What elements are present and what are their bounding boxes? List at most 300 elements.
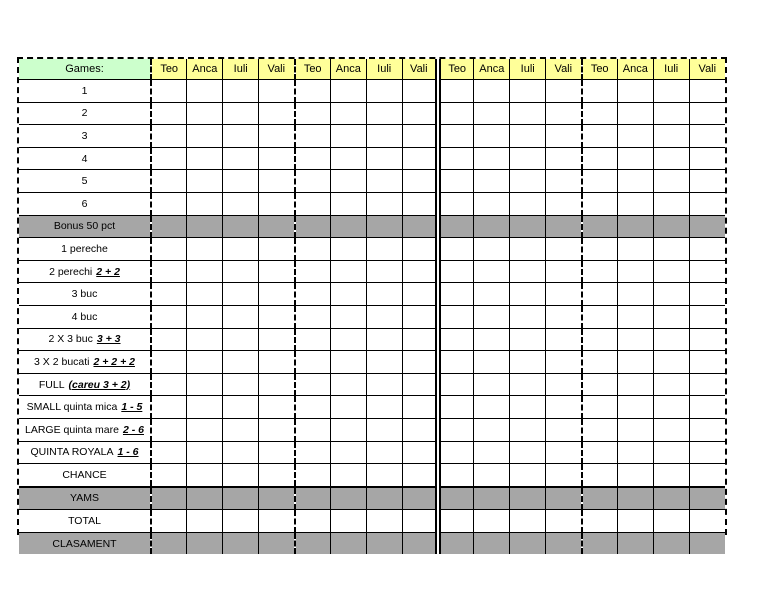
score-cell[interactable] <box>295 305 331 328</box>
score-cell[interactable] <box>295 351 331 374</box>
score-cell[interactable] <box>402 102 438 125</box>
score-cell[interactable] <box>474 147 510 170</box>
score-cell[interactable] <box>510 351 546 374</box>
score-cell[interactable] <box>510 215 546 238</box>
score-cell[interactable] <box>187 487 223 510</box>
score-cell[interactable] <box>689 464 725 487</box>
score-cell[interactable] <box>259 418 295 441</box>
score-cell[interactable] <box>474 102 510 125</box>
score-cell[interactable] <box>330 464 366 487</box>
score-cell[interactable] <box>510 80 546 103</box>
score-cell[interactable] <box>689 147 725 170</box>
score-cell[interactable] <box>151 396 187 419</box>
score-cell[interactable] <box>653 418 689 441</box>
score-cell[interactable] <box>546 238 582 261</box>
score-cell[interactable] <box>510 418 546 441</box>
score-cell[interactable] <box>689 418 725 441</box>
score-cell[interactable] <box>366 396 402 419</box>
score-cell[interactable] <box>295 532 331 554</box>
score-cell[interactable] <box>510 373 546 396</box>
score-cell[interactable] <box>366 283 402 306</box>
score-cell[interactable] <box>546 532 582 554</box>
score-cell[interactable] <box>438 192 474 215</box>
score-cell[interactable] <box>438 283 474 306</box>
score-cell[interactable] <box>151 328 187 351</box>
score-cell[interactable] <box>151 238 187 261</box>
score-cell[interactable] <box>259 170 295 193</box>
score-cell[interactable] <box>582 396 618 419</box>
score-cell[interactable] <box>187 215 223 238</box>
score-cell[interactable] <box>689 260 725 283</box>
score-cell[interactable] <box>330 147 366 170</box>
score-cell[interactable] <box>653 238 689 261</box>
score-cell[interactable] <box>366 260 402 283</box>
score-cell[interactable] <box>653 147 689 170</box>
score-cell[interactable] <box>330 487 366 510</box>
score-cell[interactable] <box>259 147 295 170</box>
score-cell[interactable] <box>187 125 223 148</box>
score-cell[interactable] <box>438 125 474 148</box>
score-cell[interactable] <box>151 305 187 328</box>
score-cell[interactable] <box>617 260 653 283</box>
score-cell[interactable] <box>151 464 187 487</box>
score-cell[interactable] <box>295 170 331 193</box>
score-cell[interactable] <box>546 510 582 533</box>
score-cell[interactable] <box>259 532 295 554</box>
score-cell[interactable] <box>402 260 438 283</box>
score-cell[interactable] <box>582 215 618 238</box>
score-cell[interactable] <box>259 305 295 328</box>
score-cell[interactable] <box>295 328 331 351</box>
score-cell[interactable] <box>438 102 474 125</box>
score-cell[interactable] <box>259 328 295 351</box>
score-cell[interactable] <box>295 260 331 283</box>
score-cell[interactable] <box>474 305 510 328</box>
score-cell[interactable] <box>653 373 689 396</box>
score-cell[interactable] <box>689 532 725 554</box>
score-cell[interactable] <box>438 305 474 328</box>
score-cell[interactable] <box>582 441 618 464</box>
score-cell[interactable] <box>653 192 689 215</box>
score-cell[interactable] <box>617 328 653 351</box>
score-cell[interactable] <box>187 170 223 193</box>
score-cell[interactable] <box>617 510 653 533</box>
score-cell[interactable] <box>330 441 366 464</box>
score-cell[interactable] <box>689 125 725 148</box>
score-cell[interactable] <box>151 487 187 510</box>
score-cell[interactable] <box>689 373 725 396</box>
score-cell[interactable] <box>330 102 366 125</box>
score-cell[interactable] <box>295 215 331 238</box>
score-cell[interactable] <box>223 418 259 441</box>
score-cell[interactable] <box>402 396 438 419</box>
score-cell[interactable] <box>223 260 259 283</box>
score-cell[interactable] <box>330 238 366 261</box>
score-cell[interactable] <box>653 283 689 306</box>
score-cell[interactable] <box>402 418 438 441</box>
score-cell[interactable] <box>187 80 223 103</box>
score-cell[interactable] <box>546 328 582 351</box>
score-cell[interactable] <box>295 373 331 396</box>
score-cell[interactable] <box>402 464 438 487</box>
score-cell[interactable] <box>582 283 618 306</box>
score-cell[interactable] <box>259 464 295 487</box>
score-cell[interactable] <box>330 396 366 419</box>
score-cell[interactable] <box>223 487 259 510</box>
score-cell[interactable] <box>546 80 582 103</box>
score-cell[interactable] <box>330 328 366 351</box>
score-cell[interactable] <box>510 147 546 170</box>
score-cell[interactable] <box>438 328 474 351</box>
score-cell[interactable] <box>582 147 618 170</box>
score-cell[interactable] <box>402 510 438 533</box>
score-cell[interactable] <box>295 80 331 103</box>
score-cell[interactable] <box>366 238 402 261</box>
score-cell[interactable] <box>438 147 474 170</box>
score-cell[interactable] <box>259 238 295 261</box>
score-cell[interactable] <box>223 328 259 351</box>
score-cell[interactable] <box>510 305 546 328</box>
score-cell[interactable] <box>582 102 618 125</box>
score-cell[interactable] <box>617 80 653 103</box>
score-cell[interactable] <box>474 487 510 510</box>
score-cell[interactable] <box>546 351 582 374</box>
score-cell[interactable] <box>617 396 653 419</box>
score-cell[interactable] <box>295 147 331 170</box>
score-cell[interactable] <box>366 373 402 396</box>
score-cell[interactable] <box>617 351 653 374</box>
score-cell[interactable] <box>259 260 295 283</box>
score-cell[interactable] <box>474 396 510 419</box>
score-cell[interactable] <box>438 418 474 441</box>
score-cell[interactable] <box>546 260 582 283</box>
score-cell[interactable] <box>438 510 474 533</box>
score-cell[interactable] <box>617 305 653 328</box>
score-cell[interactable] <box>223 441 259 464</box>
score-cell[interactable] <box>653 215 689 238</box>
score-cell[interactable] <box>187 328 223 351</box>
score-cell[interactable] <box>259 510 295 533</box>
score-cell[interactable] <box>617 170 653 193</box>
score-cell[interactable] <box>151 373 187 396</box>
score-cell[interactable] <box>151 441 187 464</box>
score-cell[interactable] <box>402 215 438 238</box>
score-cell[interactable] <box>366 125 402 148</box>
score-cell[interactable] <box>402 373 438 396</box>
score-cell[interactable] <box>151 510 187 533</box>
score-cell[interactable] <box>223 215 259 238</box>
score-cell[interactable] <box>510 464 546 487</box>
score-cell[interactable] <box>546 487 582 510</box>
score-cell[interactable] <box>474 510 510 533</box>
score-cell[interactable] <box>474 532 510 554</box>
score-cell[interactable] <box>366 102 402 125</box>
score-cell[interactable] <box>546 192 582 215</box>
score-cell[interactable] <box>366 464 402 487</box>
score-cell[interactable] <box>330 418 366 441</box>
score-cell[interactable] <box>474 80 510 103</box>
score-cell[interactable] <box>653 487 689 510</box>
score-cell[interactable] <box>546 147 582 170</box>
score-cell[interactable] <box>653 102 689 125</box>
score-cell[interactable] <box>474 192 510 215</box>
score-cell[interactable] <box>402 80 438 103</box>
score-cell[interactable] <box>582 170 618 193</box>
score-cell[interactable] <box>582 464 618 487</box>
score-cell[interactable] <box>295 441 331 464</box>
score-cell[interactable] <box>223 192 259 215</box>
score-cell[interactable] <box>402 238 438 261</box>
score-cell[interactable] <box>582 532 618 554</box>
score-cell[interactable] <box>295 238 331 261</box>
score-cell[interactable] <box>653 328 689 351</box>
score-cell[interactable] <box>366 351 402 374</box>
score-cell[interactable] <box>330 305 366 328</box>
score-cell[interactable] <box>582 260 618 283</box>
score-cell[interactable] <box>259 215 295 238</box>
score-cell[interactable] <box>366 170 402 193</box>
score-cell[interactable] <box>223 283 259 306</box>
score-cell[interactable] <box>330 260 366 283</box>
score-cell[interactable] <box>653 260 689 283</box>
score-cell[interactable] <box>474 464 510 487</box>
score-cell[interactable] <box>617 192 653 215</box>
score-cell[interactable] <box>187 283 223 306</box>
score-cell[interactable] <box>223 170 259 193</box>
score-cell[interactable] <box>689 351 725 374</box>
score-cell[interactable] <box>582 80 618 103</box>
score-cell[interactable] <box>330 215 366 238</box>
score-cell[interactable] <box>330 170 366 193</box>
score-cell[interactable] <box>689 80 725 103</box>
score-cell[interactable] <box>546 373 582 396</box>
score-cell[interactable] <box>474 238 510 261</box>
score-cell[interactable] <box>295 487 331 510</box>
score-cell[interactable] <box>546 102 582 125</box>
score-cell[interactable] <box>187 305 223 328</box>
score-cell[interactable] <box>366 147 402 170</box>
score-cell[interactable] <box>259 373 295 396</box>
score-cell[interactable] <box>330 510 366 533</box>
score-cell[interactable] <box>510 102 546 125</box>
score-cell[interactable] <box>653 464 689 487</box>
score-cell[interactable] <box>510 260 546 283</box>
score-cell[interactable] <box>402 283 438 306</box>
score-cell[interactable] <box>582 192 618 215</box>
score-cell[interactable] <box>474 283 510 306</box>
score-cell[interactable] <box>617 283 653 306</box>
score-cell[interactable] <box>402 441 438 464</box>
score-cell[interactable] <box>546 441 582 464</box>
score-cell[interactable] <box>366 328 402 351</box>
score-cell[interactable] <box>223 102 259 125</box>
score-cell[interactable] <box>582 238 618 261</box>
score-cell[interactable] <box>689 396 725 419</box>
score-cell[interactable] <box>474 125 510 148</box>
score-cell[interactable] <box>689 305 725 328</box>
score-cell[interactable] <box>582 487 618 510</box>
score-cell[interactable] <box>366 192 402 215</box>
score-cell[interactable] <box>438 260 474 283</box>
score-cell[interactable] <box>474 260 510 283</box>
score-cell[interactable] <box>582 510 618 533</box>
score-cell[interactable] <box>151 418 187 441</box>
score-cell[interactable] <box>546 418 582 441</box>
score-cell[interactable] <box>546 464 582 487</box>
score-cell[interactable] <box>582 125 618 148</box>
score-cell[interactable] <box>546 125 582 148</box>
score-cell[interactable] <box>366 487 402 510</box>
score-cell[interactable] <box>259 283 295 306</box>
score-cell[interactable] <box>223 373 259 396</box>
score-cell[interactable] <box>223 532 259 554</box>
score-cell[interactable] <box>223 464 259 487</box>
score-cell[interactable] <box>295 396 331 419</box>
score-cell[interactable] <box>151 532 187 554</box>
score-cell[interactable] <box>151 102 187 125</box>
score-cell[interactable] <box>689 215 725 238</box>
score-cell[interactable] <box>295 418 331 441</box>
score-cell[interactable] <box>510 283 546 306</box>
score-cell[interactable] <box>510 532 546 554</box>
score-cell[interactable] <box>223 351 259 374</box>
score-cell[interactable] <box>653 80 689 103</box>
score-cell[interactable] <box>474 170 510 193</box>
score-cell[interactable] <box>582 305 618 328</box>
score-cell[interactable] <box>402 192 438 215</box>
score-cell[interactable] <box>438 396 474 419</box>
score-cell[interactable] <box>617 532 653 554</box>
score-cell[interactable] <box>366 532 402 554</box>
score-cell[interactable] <box>617 418 653 441</box>
score-cell[interactable] <box>617 441 653 464</box>
score-cell[interactable] <box>474 351 510 374</box>
score-cell[interactable] <box>151 80 187 103</box>
score-cell[interactable] <box>510 487 546 510</box>
score-cell[interactable] <box>510 170 546 193</box>
score-cell[interactable] <box>223 125 259 148</box>
score-cell[interactable] <box>151 215 187 238</box>
score-cell[interactable] <box>438 238 474 261</box>
score-cell[interactable] <box>689 192 725 215</box>
score-cell[interactable] <box>259 80 295 103</box>
score-cell[interactable] <box>402 328 438 351</box>
score-cell[interactable] <box>187 396 223 419</box>
score-cell[interactable] <box>259 396 295 419</box>
score-cell[interactable] <box>438 170 474 193</box>
score-cell[interactable] <box>223 238 259 261</box>
score-cell[interactable] <box>653 351 689 374</box>
score-cell[interactable] <box>438 351 474 374</box>
score-cell[interactable] <box>438 215 474 238</box>
score-cell[interactable] <box>438 464 474 487</box>
score-cell[interactable] <box>259 102 295 125</box>
score-cell[interactable] <box>295 510 331 533</box>
score-cell[interactable] <box>617 125 653 148</box>
score-cell[interactable] <box>366 441 402 464</box>
score-cell[interactable] <box>617 102 653 125</box>
score-cell[interactable] <box>223 396 259 419</box>
score-cell[interactable] <box>402 305 438 328</box>
score-cell[interactable] <box>617 373 653 396</box>
score-cell[interactable] <box>223 147 259 170</box>
score-cell[interactable] <box>582 328 618 351</box>
score-cell[interactable] <box>402 170 438 193</box>
score-cell[interactable] <box>689 487 725 510</box>
score-cell[interactable] <box>295 283 331 306</box>
score-cell[interactable] <box>510 125 546 148</box>
score-cell[interactable] <box>330 373 366 396</box>
score-cell[interactable] <box>259 125 295 148</box>
score-cell[interactable] <box>653 170 689 193</box>
score-cell[interactable] <box>223 80 259 103</box>
score-cell[interactable] <box>402 147 438 170</box>
score-cell[interactable] <box>438 441 474 464</box>
score-cell[interactable] <box>187 238 223 261</box>
score-cell[interactable] <box>330 192 366 215</box>
score-cell[interactable] <box>438 80 474 103</box>
score-cell[interactable] <box>546 305 582 328</box>
score-cell[interactable] <box>151 170 187 193</box>
score-cell[interactable] <box>653 396 689 419</box>
score-cell[interactable] <box>366 80 402 103</box>
score-cell[interactable] <box>366 418 402 441</box>
score-cell[interactable] <box>653 305 689 328</box>
score-cell[interactable] <box>689 510 725 533</box>
score-cell[interactable] <box>295 102 331 125</box>
score-cell[interactable] <box>223 510 259 533</box>
score-cell[interactable] <box>474 373 510 396</box>
score-cell[interactable] <box>510 192 546 215</box>
score-cell[interactable] <box>402 532 438 554</box>
score-cell[interactable] <box>151 192 187 215</box>
score-cell[interactable] <box>653 510 689 533</box>
score-cell[interactable] <box>330 532 366 554</box>
score-cell[interactable] <box>187 102 223 125</box>
score-cell[interactable] <box>510 510 546 533</box>
score-cell[interactable] <box>438 487 474 510</box>
score-cell[interactable] <box>330 80 366 103</box>
score-cell[interactable] <box>187 373 223 396</box>
score-cell[interactable] <box>617 487 653 510</box>
score-cell[interactable] <box>402 351 438 374</box>
score-cell[interactable] <box>151 283 187 306</box>
score-cell[interactable] <box>582 418 618 441</box>
score-cell[interactable] <box>689 102 725 125</box>
score-cell[interactable] <box>187 351 223 374</box>
score-cell[interactable] <box>187 441 223 464</box>
score-cell[interactable] <box>653 532 689 554</box>
score-cell[interactable] <box>187 532 223 554</box>
score-cell[interactable] <box>546 170 582 193</box>
score-cell[interactable] <box>187 147 223 170</box>
score-cell[interactable] <box>187 260 223 283</box>
score-cell[interactable] <box>510 328 546 351</box>
score-cell[interactable] <box>330 283 366 306</box>
score-cell[interactable] <box>689 328 725 351</box>
score-cell[interactable] <box>582 373 618 396</box>
score-cell[interactable] <box>259 487 295 510</box>
score-cell[interactable] <box>689 441 725 464</box>
score-cell[interactable] <box>295 464 331 487</box>
score-cell[interactable] <box>223 305 259 328</box>
score-cell[interactable] <box>366 305 402 328</box>
score-cell[interactable] <box>582 351 618 374</box>
score-cell[interactable] <box>259 192 295 215</box>
score-cell[interactable] <box>617 464 653 487</box>
score-cell[interactable] <box>546 215 582 238</box>
score-cell[interactable] <box>474 441 510 464</box>
